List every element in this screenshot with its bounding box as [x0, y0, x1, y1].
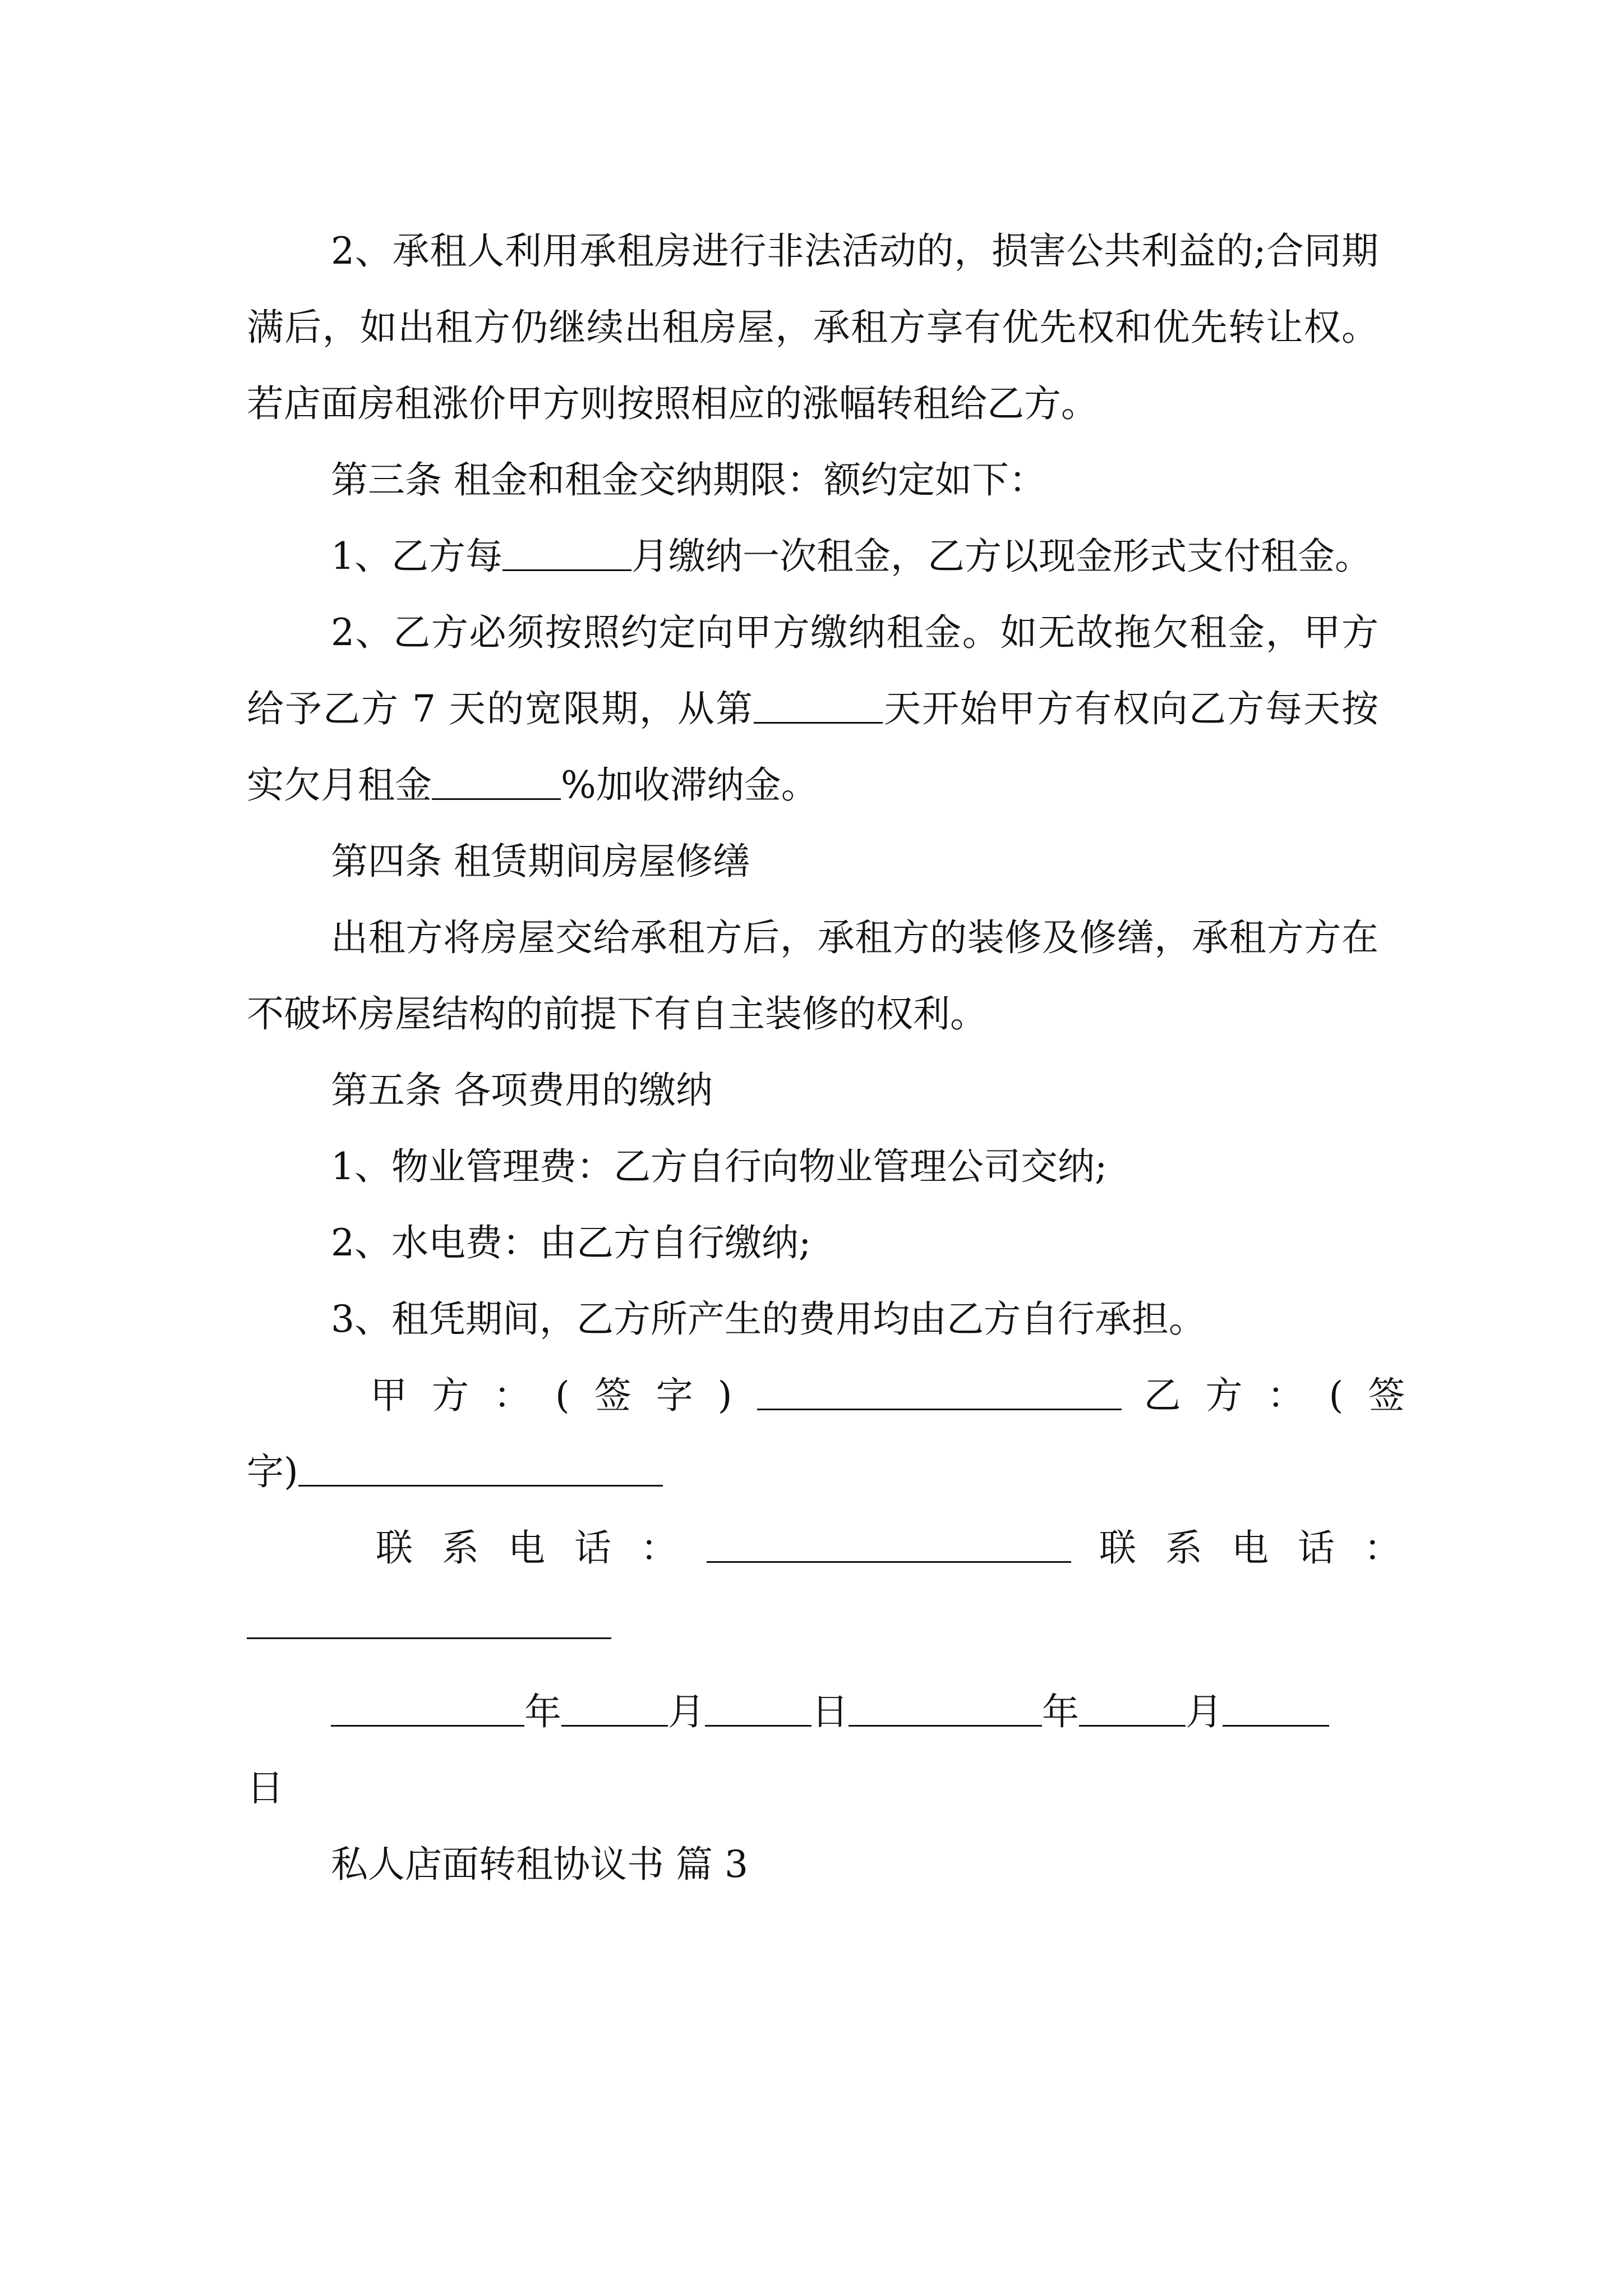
- phone-row: [247, 1510, 1430, 1586]
- document-body: [247, 213, 1430, 1903]
- party-a-phone-blank: [707, 1525, 1071, 1563]
- party-b-phone-label: 联系电话：: [1099, 1526, 1430, 1570]
- date-row-continued: [247, 1750, 1378, 1826]
- party-b-month-label: 月: [1186, 1690, 1223, 1733]
- party-b-year-label: 年: [1042, 1690, 1079, 1733]
- party-b-day-blank: [1223, 1689, 1329, 1727]
- party-a-day-blank: [705, 1689, 811, 1727]
- party-a-year-label: 年: [524, 1690, 561, 1733]
- section-title: 私人店面转租协议书 篇 3: [331, 1843, 748, 1886]
- party-a-month-blank: [561, 1689, 668, 1727]
- late-fee-percent-blank: [432, 762, 561, 800]
- party-b-year-blank: [849, 1689, 1042, 1727]
- party-a-signature-label: 甲方：(签字): [370, 1374, 757, 1417]
- article-3-heading: 第三条 租金和租金交纳期限：额约定如下：: [331, 458, 1046, 501]
- article-3-item-1-text-a: 1、乙方每: [331, 535, 502, 578]
- day-number-blank: [754, 686, 883, 724]
- months-blank: [502, 533, 631, 571]
- article-5-heading: 第五条 各项费用的缴纳: [331, 1069, 713, 1112]
- article-3-item-2: [247, 595, 1378, 823]
- article-3-item-2-text-c: %加收滞纳金。: [561, 763, 818, 807]
- party-a-year-blank: [331, 1689, 524, 1727]
- party-b-signature-label: 乙方：(签: [1144, 1374, 1430, 1417]
- date-row: [247, 1674, 1378, 1750]
- party-b-phone-blank: [247, 1602, 611, 1639]
- article-5-item-1: 1、物业管理费：乙方自行向物业管理公司交纳;: [331, 1145, 1108, 1188]
- article-3-item-1-text-b: 月缴纳一次租金，乙方以现金形式支付租金。: [631, 535, 1372, 578]
- article-4-body: 出租方将房屋交给承租方后，承租方的装修及修缮，承租方方在不破坏房屋结构的前提下有自主装修的权利。: [247, 916, 1378, 1036]
- article-3-item-2-text-b: 天开始甲方有权向乙方每天按实欠月租金: [247, 687, 1379, 807]
- article-5-item-3: 3、租凭期间，乙方所产生的费用均由乙方自行承担。: [331, 1297, 1206, 1341]
- party-b-month-blank: [1079, 1689, 1186, 1727]
- party-a-day-label: 日: [811, 1690, 849, 1733]
- phone-row-continued: [247, 1586, 1378, 1663]
- party-a-phone-label: 联系电话：: [376, 1526, 707, 1570]
- party-b-day-label: 日: [247, 1766, 284, 1810]
- party-b-signature-blank: [298, 1449, 663, 1487]
- party-a-month-label: 月: [668, 1690, 705, 1733]
- signature-row: [247, 1358, 1430, 1434]
- clause-2-item-2: 2、承租人利用承租房进行非法活动的，损害公共利益的;合同期满后，如出租方仍继续出租房屋，承租方享有优先权和优先转让权。若店面房租涨价甲方则按照相应的涨幅转租给乙方。: [247, 229, 1378, 425]
- article-4-heading: 第四条 租赁期间房屋修缮: [331, 840, 750, 883]
- signature-row-continued: [247, 1434, 1378, 1510]
- party-a-signature-blank: [757, 1373, 1122, 1410]
- party-b-signature-label-end: 字): [247, 1450, 298, 1493]
- article-5-item-2: 2、水电费：由乙方自行缴纳;: [331, 1221, 811, 1264]
- article-3-item-2-text-a: 2、乙方必须按照约定向甲方缴纳租金。如无故拖欠租金，甲方给予乙方 7 天的宽限期，从第: [247, 611, 1378, 730]
- article-3-item-1: [247, 518, 1378, 595]
